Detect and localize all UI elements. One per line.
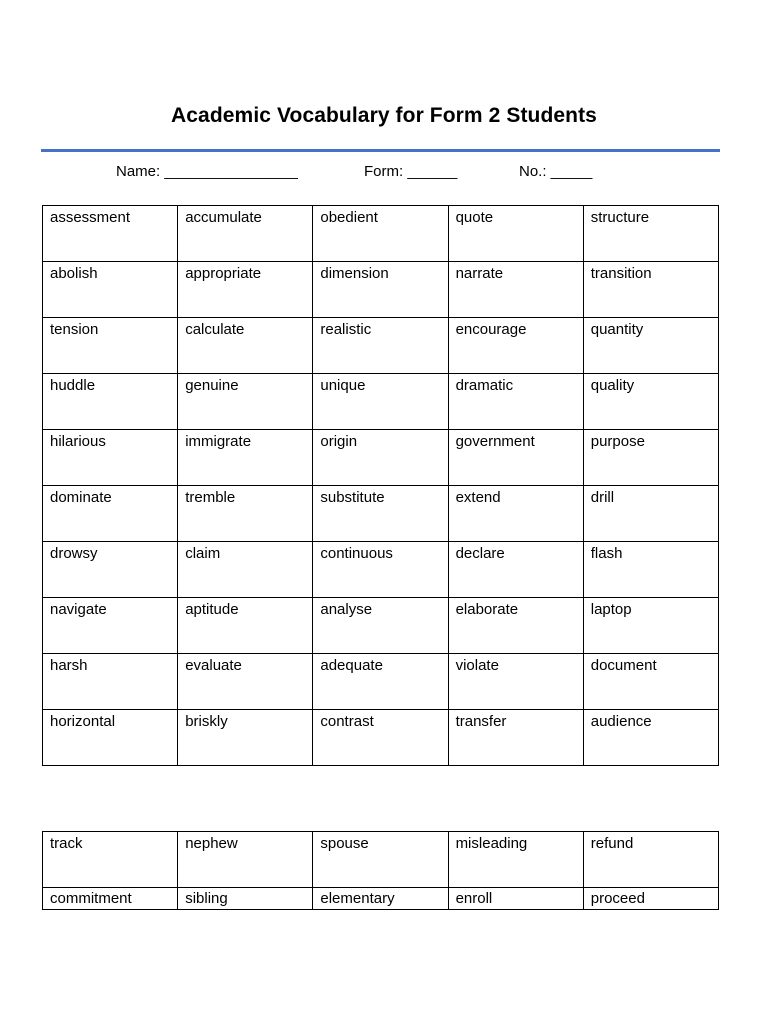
vocabulary-word-cell: declare xyxy=(448,542,583,598)
vocabulary-word-cell: laptop xyxy=(583,598,718,654)
vocabulary-word-cell: narrate xyxy=(448,262,583,318)
vocabulary-word-cell: substitute xyxy=(313,486,448,542)
vocabulary-word-cell: nephew xyxy=(178,832,313,888)
table-row xyxy=(43,486,719,542)
name-field: Name: ________________ xyxy=(116,163,298,180)
vocabulary-word-cell: immigrate xyxy=(178,430,313,486)
vocabulary-word-cell: dimension xyxy=(313,262,448,318)
vocabulary-word-cell: dominate xyxy=(43,486,178,542)
vocabulary-word-cell: purpose xyxy=(583,430,718,486)
vocabulary-word-cell: flash xyxy=(583,542,718,598)
table-row xyxy=(43,832,719,888)
vocabulary-word-cell: dramatic xyxy=(448,374,583,430)
vocabulary-word-cell: government xyxy=(448,430,583,486)
vocabulary-word-cell: tremble xyxy=(178,486,313,542)
vocabulary-word-cell: sibling xyxy=(178,888,313,910)
vocabulary-word-cell: adequate xyxy=(313,654,448,710)
title-divider xyxy=(41,149,720,152)
table-row xyxy=(43,262,719,318)
vocabulary-word-cell: transfer xyxy=(448,710,583,766)
table-row xyxy=(43,710,719,766)
vocabulary-word-cell: spouse xyxy=(313,832,448,888)
vocabulary-word-cell: evaluate xyxy=(178,654,313,710)
vocabulary-word-cell: drowsy xyxy=(43,542,178,598)
vocabulary-word-cell: audience xyxy=(583,710,718,766)
vocabulary-word-cell: aptitude xyxy=(178,598,313,654)
vocabulary-word-cell: extend xyxy=(448,486,583,542)
vocabulary-word-cell: hilarious xyxy=(43,430,178,486)
table-row xyxy=(43,318,719,374)
vocabulary-word-cell: assessment xyxy=(43,206,178,262)
vocabulary-word-cell: claim xyxy=(178,542,313,598)
vocabulary-word-cell: abolish xyxy=(43,262,178,318)
vocabulary-word-cell: refund xyxy=(583,832,718,888)
vocabulary-word-cell: tension xyxy=(43,318,178,374)
vocabulary-table-main xyxy=(42,205,719,766)
table-row xyxy=(43,374,719,430)
vocabulary-word-cell: track xyxy=(43,832,178,888)
table-row xyxy=(43,430,719,486)
vocabulary-word-cell: genuine xyxy=(178,374,313,430)
form-field: Form: ______ xyxy=(364,163,458,180)
vocabulary-word-cell: huddle xyxy=(43,374,178,430)
vocabulary-word-cell: quality xyxy=(583,374,718,430)
vocabulary-word-cell: misleading xyxy=(448,832,583,888)
vocabulary-table-extra xyxy=(42,831,719,910)
vocabulary-word-cell: accumulate xyxy=(178,206,313,262)
table-row xyxy=(43,888,719,910)
table-row xyxy=(43,206,719,262)
vocabulary-word-cell: origin xyxy=(313,430,448,486)
vocabulary-word-cell: unique xyxy=(313,374,448,430)
table-row xyxy=(43,598,719,654)
vocabulary-word-cell: continuous xyxy=(313,542,448,598)
vocabulary-word-cell: violate xyxy=(448,654,583,710)
vocabulary-word-cell: obedient xyxy=(313,206,448,262)
vocabulary-word-cell: commitment xyxy=(43,888,178,910)
vocabulary-word-cell: quote xyxy=(448,206,583,262)
table-row xyxy=(43,542,719,598)
vocabulary-word-cell: transition xyxy=(583,262,718,318)
vocabulary-word-cell: proceed xyxy=(583,888,718,910)
vocabulary-word-cell: quantity xyxy=(583,318,718,374)
vocabulary-word-cell: harsh xyxy=(43,654,178,710)
table-row xyxy=(43,654,719,710)
vocabulary-word-cell: structure xyxy=(583,206,718,262)
vocabulary-word-cell: encourage xyxy=(448,318,583,374)
vocabulary-word-cell: drill xyxy=(583,486,718,542)
vocabulary-word-cell: elementary xyxy=(313,888,448,910)
vocabulary-word-cell: contrast xyxy=(313,710,448,766)
vocabulary-word-cell: document xyxy=(583,654,718,710)
vocabulary-word-cell: elaborate xyxy=(448,598,583,654)
vocabulary-word-cell: calculate xyxy=(178,318,313,374)
vocabulary-word-cell: realistic xyxy=(313,318,448,374)
vocabulary-word-cell: briskly xyxy=(178,710,313,766)
vocabulary-word-cell: appropriate xyxy=(178,262,313,318)
number-field: No.: _____ xyxy=(519,163,593,180)
vocabulary-word-cell: navigate xyxy=(43,598,178,654)
vocabulary-word-cell: analyse xyxy=(313,598,448,654)
page-title: Academic Vocabulary for Form 2 Students xyxy=(171,104,597,127)
vocabulary-word-cell: horizontal xyxy=(43,710,178,766)
vocabulary-word-cell: enroll xyxy=(448,888,583,910)
